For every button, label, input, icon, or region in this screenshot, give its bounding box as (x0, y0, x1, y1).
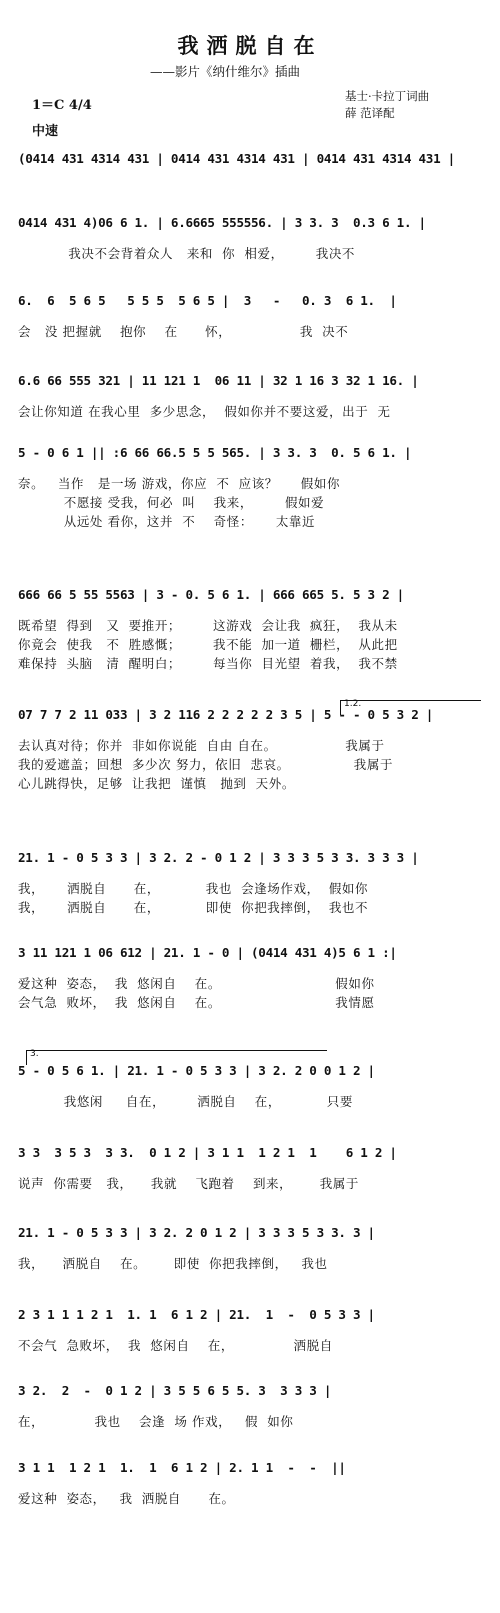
song-subtitle: ——影片《纳什维尔》插曲 (150, 64, 301, 79)
key-signature: 1＝C 4/4 (32, 98, 92, 113)
lyric-line: 从远处 看你，这并 不 奇怪： 太靠近 (18, 514, 316, 529)
notation-line: 666 66 5 55 5563 | 3 - 0. 5 6 1. | 666 665 5. 5 3 2 | (18, 587, 404, 602)
lyric-line: 会 没 把握就 抱你 在 怀， 我 决不 (18, 324, 349, 339)
lyricist-credit: 基士·卡拉丁词曲 (345, 89, 430, 103)
lyric-line: 爱这种 姿态， 我 悠闲自 在。 假如你 (18, 976, 375, 991)
notation-line: (0414 431 4314 431 | 0414 431 4314 431 | 0414 431 4314 431 | (18, 151, 455, 166)
lyric-line: 我决不会背着众人 来和 你 相爱， 我决不 (18, 246, 356, 261)
notation-line: 5 - 0 6 1 || :6 66 66.5 5 5 565. | 3 3. 3 0. 5 6 1. | (18, 445, 412, 460)
notation-line: 3 2. 2 - 0 1 2 | 3 5 5 6 5 5. 3 3 3 3 | (18, 1383, 332, 1398)
translator-credit: 薛 范译配 (345, 106, 395, 120)
tempo-marking: 中速 (32, 124, 59, 139)
lyric-line: 爱这种 姿态， 我 洒脱自 在。 (18, 1491, 235, 1506)
lyric-line: 会让你知道 在我心里 多少思念， 假如你并不要这爱，出于 无 (18, 404, 391, 419)
lyric-line: 既希望 得到 又 要推开； 这游戏 会让我 疯狂， 我从未 (18, 618, 398, 633)
notation-line: 6.6 66 555 321 | 11 121 1 06 11 | 32 1 16 3 32 1 16. | (18, 373, 419, 388)
lyric-line: 我， 洒脱自 在， 我也 会逢场作戏， 假如你 (18, 881, 369, 896)
volta-label: 1.2. (344, 699, 362, 709)
lyric-line: 不会气 急败坏， 我 悠闲自 在， 洒脱自 (18, 1338, 333, 1353)
lyric-line: 我悠闲 自在， 洒脱自 在， 只要 (18, 1094, 353, 1109)
lyric-line: 会气急 败坏， 我 悠闲自 在。 我情愿 (18, 995, 375, 1010)
lyric-line: 去认真对待；你并 非如你说能 自由 自在。 我属于 (18, 738, 385, 753)
volta-bracket (26, 1050, 327, 1065)
lyric-line: 在， 我也 会逢 场 作戏， 假 如你 (18, 1414, 294, 1429)
lyric-line: 我， 洒脱自 在。 即使 你把我摔倒， 我也 (18, 1256, 328, 1271)
lyric-line: 难保持 头脑 清 醒明白； 每当你 目光望 着我， 我不禁 (18, 656, 398, 671)
volta-bracket (340, 700, 481, 715)
notation-line: 21. 1 - 0 5 3 3 | 3 2. 2 - 0 1 2 | 3 3 3 5 3 3. 3 3 3 | (18, 850, 419, 865)
notation-line: 3 3 3 5 3 3 3. 0 1 2 | 3 1 1 1 2 1 1 6 1 2 | (18, 1145, 397, 1160)
notation-line: 3 11 121 1 06 612 | 21. 1 - 0 | (0414 431 4)5 6 1 :| (18, 945, 397, 960)
volta-label: 3. (30, 1049, 39, 1059)
notation-line: 2 3 1 1 1 2 1 1. 1 6 1 2 | 21. 1 - 0 5 3 3 | (18, 1307, 375, 1322)
notation-line: 0414 431 4)06 6 1. | 6.6665 555556. | 3 3. 3 0.3 6 1. | (18, 215, 426, 230)
song-title: 我洒脱自在 (177, 33, 323, 58)
notation-line: 6. 6 5 6 5 5 5 5 5 6 5 | 3 - 0. 3 6 1. | (18, 293, 397, 308)
notation-line: 07 7 7 2 11 033 | 3 2 116 2 2 2 2 2 3 5 | 5 - - 0 5 3 2 | (18, 707, 434, 722)
lyric-line: 说声 你需要 我， 我就 飞跑着 到来， 我属于 (18, 1176, 359, 1191)
credits (345, 88, 429, 122)
lyric-line: 我的爱遮盖；回想 多少次 努力，依旧 悲哀。 我属于 (18, 757, 394, 772)
lyric-line: 不愿接 受我，何必 叫 我来， 假如爱 (18, 495, 325, 510)
notation-line: 3 1 1 1 2 1 1. 1 6 1 2 | 2. 1 1 - - || (18, 1460, 346, 1475)
lyric-line: 心儿跳得快，足够 让我把 谨慎 抛到 天外。 (18, 776, 295, 791)
notation-line: 21. 1 - 0 5 3 3 | 3 2. 2 0 1 2 | 3 3 3 5 3 3. 3 | (18, 1225, 375, 1240)
lyric-line: 你竟会 使我 不 胜感慨； 我不能 加一道 栅栏， 从此把 (18, 637, 398, 652)
notation-line: 5 - 0 5 6 1. | 21. 1 - 0 5 3 3 | 3 2. 2 0 0 1 2 | (18, 1063, 375, 1078)
lyric-line: 奈。 当作 是一场 游戏，你应 不 应该？ 假如你 (18, 476, 341, 491)
lyric-line: 我， 洒脱自 在， 即使 你把我摔倒， 我也不 (18, 900, 369, 915)
